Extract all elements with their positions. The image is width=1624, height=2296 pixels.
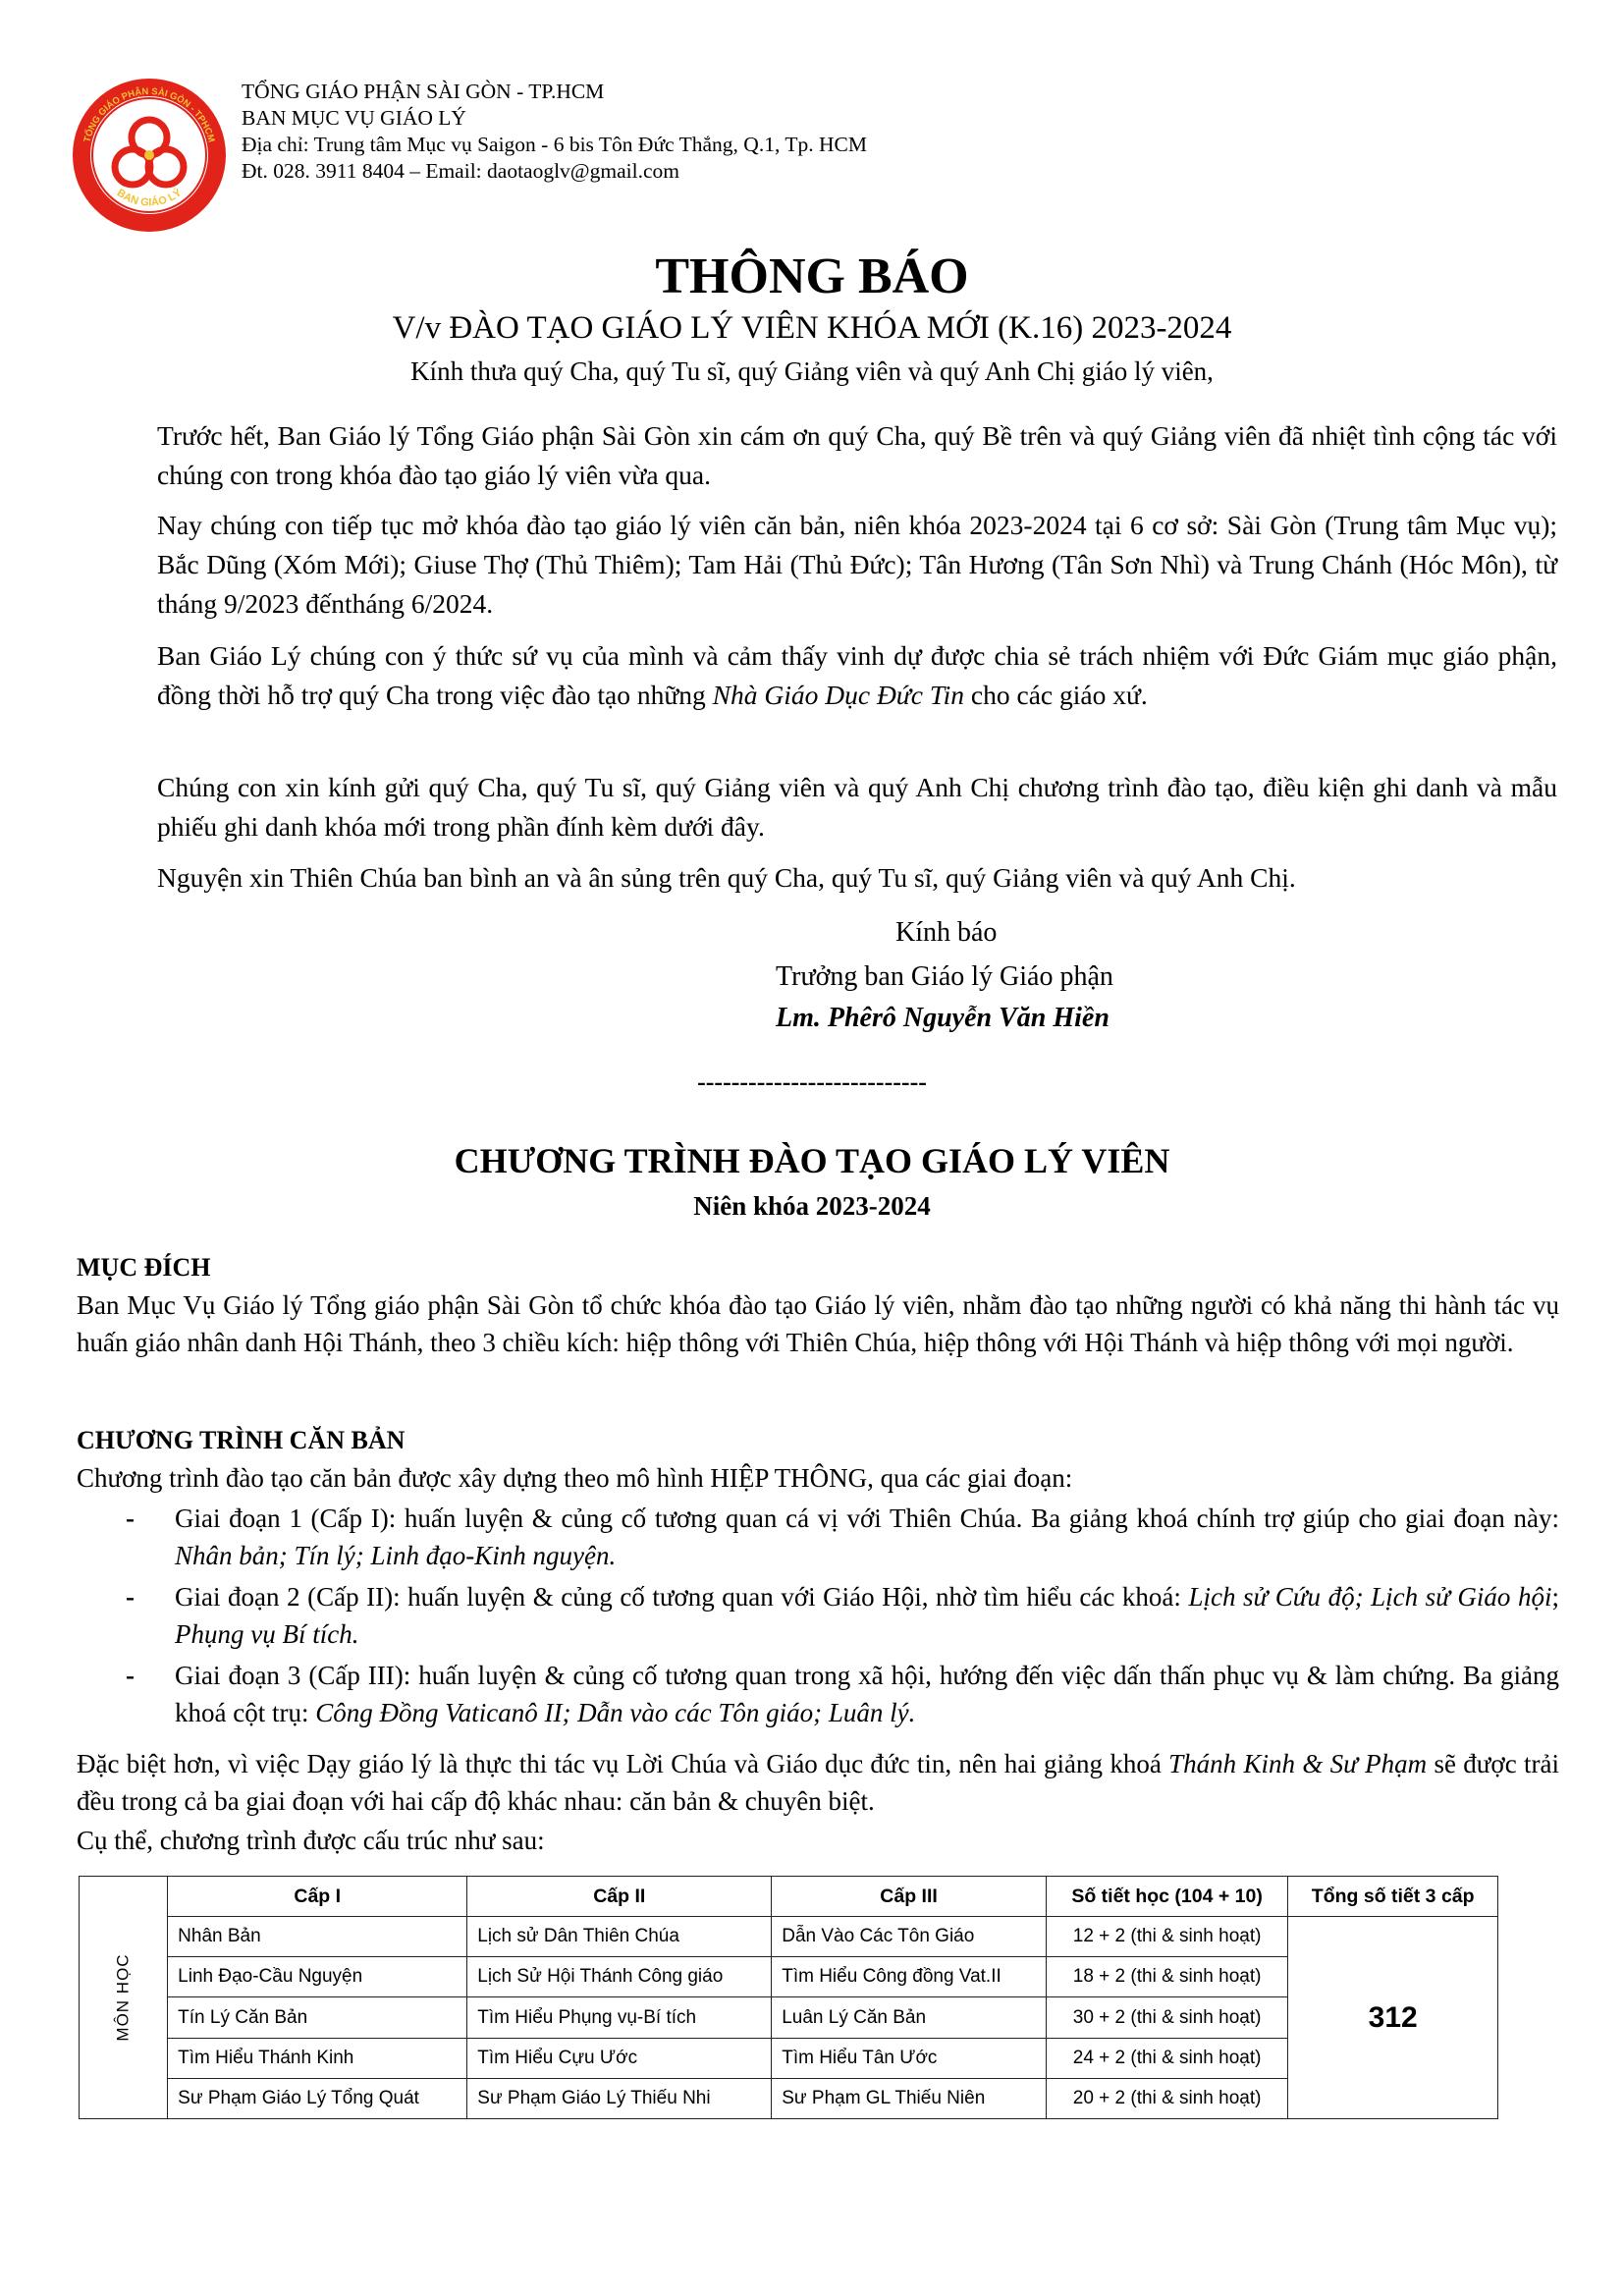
emphasis-text: Lịch sử Cứu độ; Lịch sử Giáo hội [1188,1582,1552,1612]
list-item [118,1657,1559,1731]
notice-subtitle: V/v ĐÀO TẠO GIÁO LÝ VIÊN KHÓA MỚI (K.16) 2023-2024 [392,310,1232,346]
table-cell: Linh Đạo-Cầu Nguyện [168,1957,467,1997]
emphasis-text: Thánh Kinh & Sư Phạm [1168,1749,1428,1778]
notice-paragraph-2: Nay chúng con tiếp tục mở khóa đào tạo giáo lý viên căn bản, niên khóa 2023-2024 tại 6 cơ sở: Sài Gòn (Trung tâm Mục vụ); Bắc Dũng (Xóm Mới); Giuse Thợ (Thủ Thiêm); Tam Hải (Thủ Đức); Tân Hương (Tân Sơn Nhì) và Trung Chánh (Hóc Môn), từ tháng 9/2023 đếntháng 6/2024. [157,510,1557,619]
table-cell: 18 + 2 (thi & sinh hoạt) [1046,1957,1287,1997]
purpose-heading: MỤC ĐÍCH [77,1253,211,1282]
emphasis-text: Công Đồng Vaticanô II; Dẫn vào các Tôn giáo; Luân lý. [315,1698,916,1727]
table-row [80,2078,1498,2118]
basic-program-heading: CHƯƠNG TRÌNH CĂN BẢN [77,1426,406,1454]
table-cell: Lịch sử Dân Thiên Chúa [467,1917,772,1957]
table-cell: 24 + 2 (thi & sinh hoạt) [1046,2038,1287,2078]
bullet-dash: - [126,1503,135,1533]
column-header: Số tiết học (104 + 10) [1046,1877,1287,1917]
table-cell: Tìm Hiểu Tân Ước [772,2038,1047,2078]
paragraph-text: Ban Giáo Lý chúng con ý thức sứ vụ của mình và cảm thấy vinh dự được chia sẻ trách nhiệm với Đức Giám mục giáo phận, đồng thời hỗ trợ quý Cha trong việc đào tạo những [157,640,1557,710]
side-label: MÔN HỌC [113,1953,133,2042]
bullet-dash: - [126,1582,135,1612]
svg-text:TỔNG GIÁO PHẬN SÀI GÒN - TPHCM: TỔNG GIÁO PHẬN SÀI GÒN - TPHCM [81,85,217,144]
table-cell: Tín Lý Căn Bản [168,1997,467,2038]
notice-greeting: Kính thưa quý Cha, quý Tu sĩ, quý Giảng viên và quý Anh Chị giáo lý viên, [410,356,1214,386]
paragraph-text: sẽ được trải đều trong cả ba giai đoạn với hai cấp độ khác nhau: căn bản & chuyên biệt. [77,1749,1559,1816]
stage-text: ; [1551,1582,1560,1612]
table-cell: Luân Lý Căn Bản [772,1997,1047,2038]
notice-title: THÔNG BÁO [655,248,969,304]
sign-closing: Kính báo [895,917,998,948]
list-item [118,1500,1559,1574]
table-cell: Tìm Hiểu Thánh Kinh [168,2038,467,2078]
program-year: Niên khóa 2023-2024 [693,1191,931,1221]
side-label-cell [80,1877,168,2119]
bullet-dash: - [126,1661,135,1690]
curriculum-table [79,1876,1498,2119]
table-cell: Tìm Hiểu Cựu Ước [467,2038,772,2078]
table-header-row [80,1877,1498,1917]
table-cell: Sư Phạm Giáo Lý Thiếu Nhi [467,2078,772,2118]
paragraph-text: cho các giáo xứ. [964,680,1148,710]
list-item [118,1578,1559,1653]
column-header: Cấp II [467,1877,772,1917]
table-cell: Lịch Sử Hội Thánh Công giáo [467,1957,772,1997]
program-title: CHƯƠNG TRÌNH ĐÀO TẠO GIÁO LÝ VIÊN [454,1141,1170,1180]
notice-paragraph-4: Chúng con xin kính gửi quý Cha, quý Tu sĩ, quý Giảng viên và quý Anh Chị chương trình đào tạo, điều kiện ghi danh và mẫu phiếu ghi danh khóa mới trong phần đính kèm dưới đây. [157,772,1557,842]
column-header: Cấp III [772,1877,1047,1917]
sign-name: Lm. Phêrô Nguyễn Văn Hiền [776,1003,1110,1033]
notice-paragraph-1: Trước hết, Ban Giáo lý Tổng Giáo phận Sài Gòn xin cám ơn quý Cha, quý Bề trên và quý Giảng viên đã nhiệt tình cộng tác với chúng con trong khóa đào tạo giáo lý viên vừa qua. [157,420,1557,490]
total-cell: 312 [1288,1917,1498,2119]
special-note [77,1745,1559,1820]
separator-line: --------------------------- [697,1067,927,1096]
sign-position: Trưởng ban Giáo lý Giáo phận [776,961,1113,992]
table-cell: Sư Phạm Giáo Lý Tổng Quát [168,2078,467,2118]
column-header: Tổng số tiết 3 cấp [1288,1877,1498,1917]
column-header: Cấp I [168,1877,467,1917]
table-cell: Tìm Hiểu Công đồng Vat.II [772,1957,1047,1997]
org-name: TỔNG GIÁO PHẬN SÀI GÒN - TP.HCM [242,80,605,103]
table-cell: 12 + 2 (thi & sinh hoạt) [1046,1917,1287,1957]
table-cell: Tìm Hiểu Phụng vụ-Bí tích [467,1997,772,2038]
paragraph-text: Đặc biệt hơn, vì việc Dạy giáo lý là thực thi tác vụ Lời Chúa và Giáo dục đức tin, nên hai giảng khoá [77,1749,1169,1778]
notice-paragraph-5: Nguyện xin Thiên Chúa ban bình an và ân sủng trên quý Cha, quý Tu sĩ, quý Giảng viên và quý Anh Chị. [157,862,1296,893]
stage-text: Giai đoạn 3 (Cấp III): huấn luyện & củng cố tương quan trong xã hội, hướng đến việc dấn thấn phục vụ & làm chứng. Ba giảng khoá cột trụ: [175,1661,1559,1727]
structure-intro: Cụ thể, chương trình được cấu trúc như sau: [77,1826,545,1855]
purpose-text: Ban Mục Vụ Giáo lý Tổng giáo phận Sài Gòn tổ chức khóa đào tạo Giáo lý viên, nhằm đào tạo những người có khả năng thi hành tác vụ huấn giáo nhân danh Hội Thánh, theo 3 chiều kích: hiệp thông với Thiên Chúa, hiệp thông với Hội Thánh và hiệp thông với mọi người. [77,1290,1559,1357]
table-cell: 20 + 2 (thi & sinh hoạt) [1046,2078,1287,2118]
emphasis-text: Phụng vụ Bí tích. [175,1619,359,1649]
stage-text: Giai đoạn 2 (Cấp II): huấn luyện & củng cố tương quan với Giáo Hội, nhờ tìm hiểu các khoá: [175,1582,1189,1612]
org-department: BAN MỤC VỤ GIÁO LÝ [242,106,466,130]
table-cell: 30 + 2 (thi & sinh hoạt) [1046,1997,1287,2038]
table-row [80,2038,1498,2078]
emphasis-text: Nhân bản; Tín lý; Linh đạo-Kinh nguyện. [175,1541,617,1570]
basic-program-intro: Chương trình đào tạo căn bản được xây dựng theo mô hình HIỆP THÔNG, qua các giai đoạn: [77,1463,1073,1493]
org-address: Địa chỉ: Trung tâm Mục vụ Saigon - 6 bis Tôn Đức Thắng, Q.1, Tp. HCM [242,133,867,156]
org-header [242,79,867,185]
org-contact: Đt. 028. 3911 8404 – Email: daotaoglv@gmail.com [242,159,679,183]
table-row [80,1917,1498,1957]
stage-list [118,1500,1559,1735]
table-cell: Nhân Bản [168,1917,467,1957]
ban-giao-ly-logo [71,77,228,234]
table-cell: Dẫn Vào Các Tôn Giáo [772,1917,1047,1957]
table-row [80,1957,1498,1997]
table-cell: Sư Phạm GL Thiếu Niên [772,2078,1047,2118]
table-row [80,1997,1498,2038]
notice-paragraph-3 [157,636,1557,715]
svg-text:BAN GIÁO LÝ: BAN GIÁO LÝ [114,187,185,209]
emphasis-text: Nhà Giáo Dục Đức Tin [712,680,965,710]
stage-text: Giai đoạn 1 (Cấp I): huấn luyện & củng cố tương quan cá vị với Thiên Chúa. Ba giảng khoá chính trợ giúp cho giai đoạn này: [175,1503,1559,1533]
